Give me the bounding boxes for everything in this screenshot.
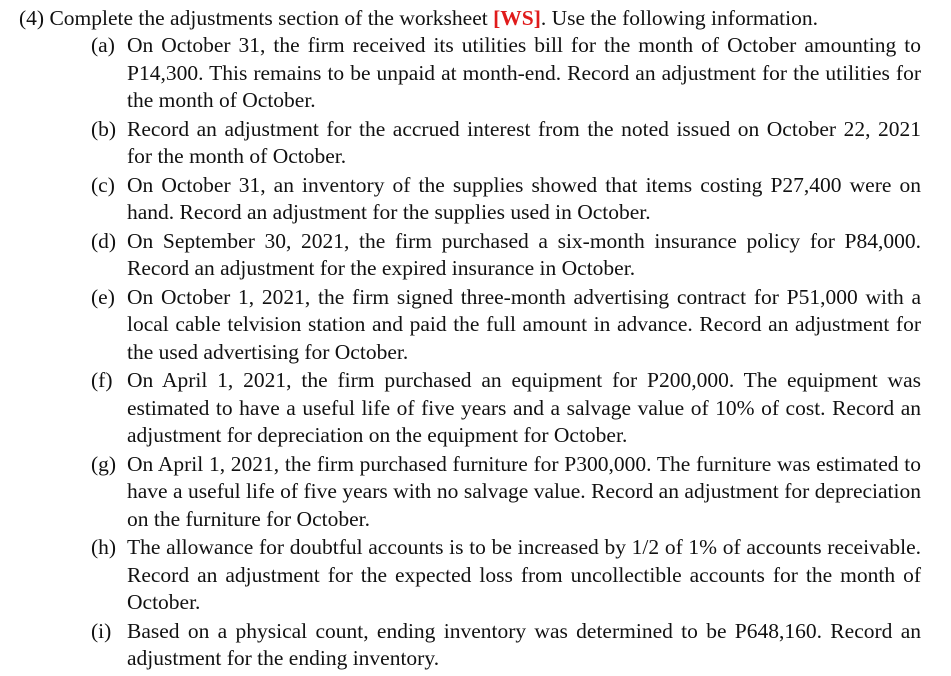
item-text: On October 31, the firm received its utilities bill for the month of October amounting to P14,300. This remains to be unpaid at month-end. Record an adjustment for the utilities for the month of October. xyxy=(127,33,921,112)
item-text: On April 1, 2021, the firm purchased an equipment for P200,000. The equipment was estimated to have a useful life of five years and a salvage value of 10% of cost. Record an adjustment for depreciation on the equipment for October. xyxy=(127,368,921,447)
list-item xyxy=(91,32,921,115)
item-marker: (i) xyxy=(91,618,112,643)
item-text: The allowance for doubtful accounts is to be increased by 1/2 of 1% of accounts receivable. Record an adjustment for the expected loss from uncollectible accounts for the month of October. xyxy=(127,535,921,614)
item-marker: (b) xyxy=(91,116,117,141)
list-item xyxy=(91,451,921,534)
instruction-text-end: . Use the following information. xyxy=(540,6,818,30)
item-text: On April 1, 2021, the firm purchased furniture for P300,000. The furniture was estimated to have a useful life of five years with no salvage value. Record an adjustment for depreciation on the furniture for October. xyxy=(127,451,921,531)
item-marker: (d) xyxy=(91,228,117,253)
item-marker: (f) xyxy=(91,368,113,392)
list-item xyxy=(91,284,921,367)
list-item xyxy=(91,172,921,227)
item-text: Based on a physical count, ending inventory was determined to be P648,160. Record an adjustment for the ending inventory. xyxy=(127,618,921,670)
item-marker: (h) xyxy=(91,535,117,559)
item-text: On September 30, 2021, the firm purchased a six-month insurance policy for P84,000. Record an adjustment for the expired insurance in October. xyxy=(127,228,921,280)
list-item xyxy=(91,534,921,617)
instruction-text-start: (4) Complete the adjustments section of the worksheet xyxy=(19,6,494,30)
item-text: On October 31, an inventory of the supplies showed that items costing P27,400 were on hand. Record an adjustment for the supplies used in October. xyxy=(127,172,921,224)
list-item xyxy=(91,228,921,283)
item-marker: (c) xyxy=(91,172,115,197)
instruction-heading xyxy=(19,5,921,32)
adjustment-list xyxy=(19,32,921,673)
list-item xyxy=(91,116,921,171)
item-marker: (a) xyxy=(91,33,115,57)
item-marker: (e) xyxy=(91,284,115,309)
list-item xyxy=(91,618,921,673)
list-item xyxy=(91,367,921,450)
item-marker: (g) xyxy=(91,451,117,476)
item-text: Record an adjustment for the accrued interest from the noted issued on October 22, 2021 for the month of October. xyxy=(127,116,921,168)
worksheet-tag: [WS] xyxy=(493,6,541,30)
item-text: On October 1, 2021, the firm signed three-month advertising contract for P51,000 with a local cable telvision station and paid the full amount in advance. Record an adjustment for the used advertising for October. xyxy=(127,284,921,364)
